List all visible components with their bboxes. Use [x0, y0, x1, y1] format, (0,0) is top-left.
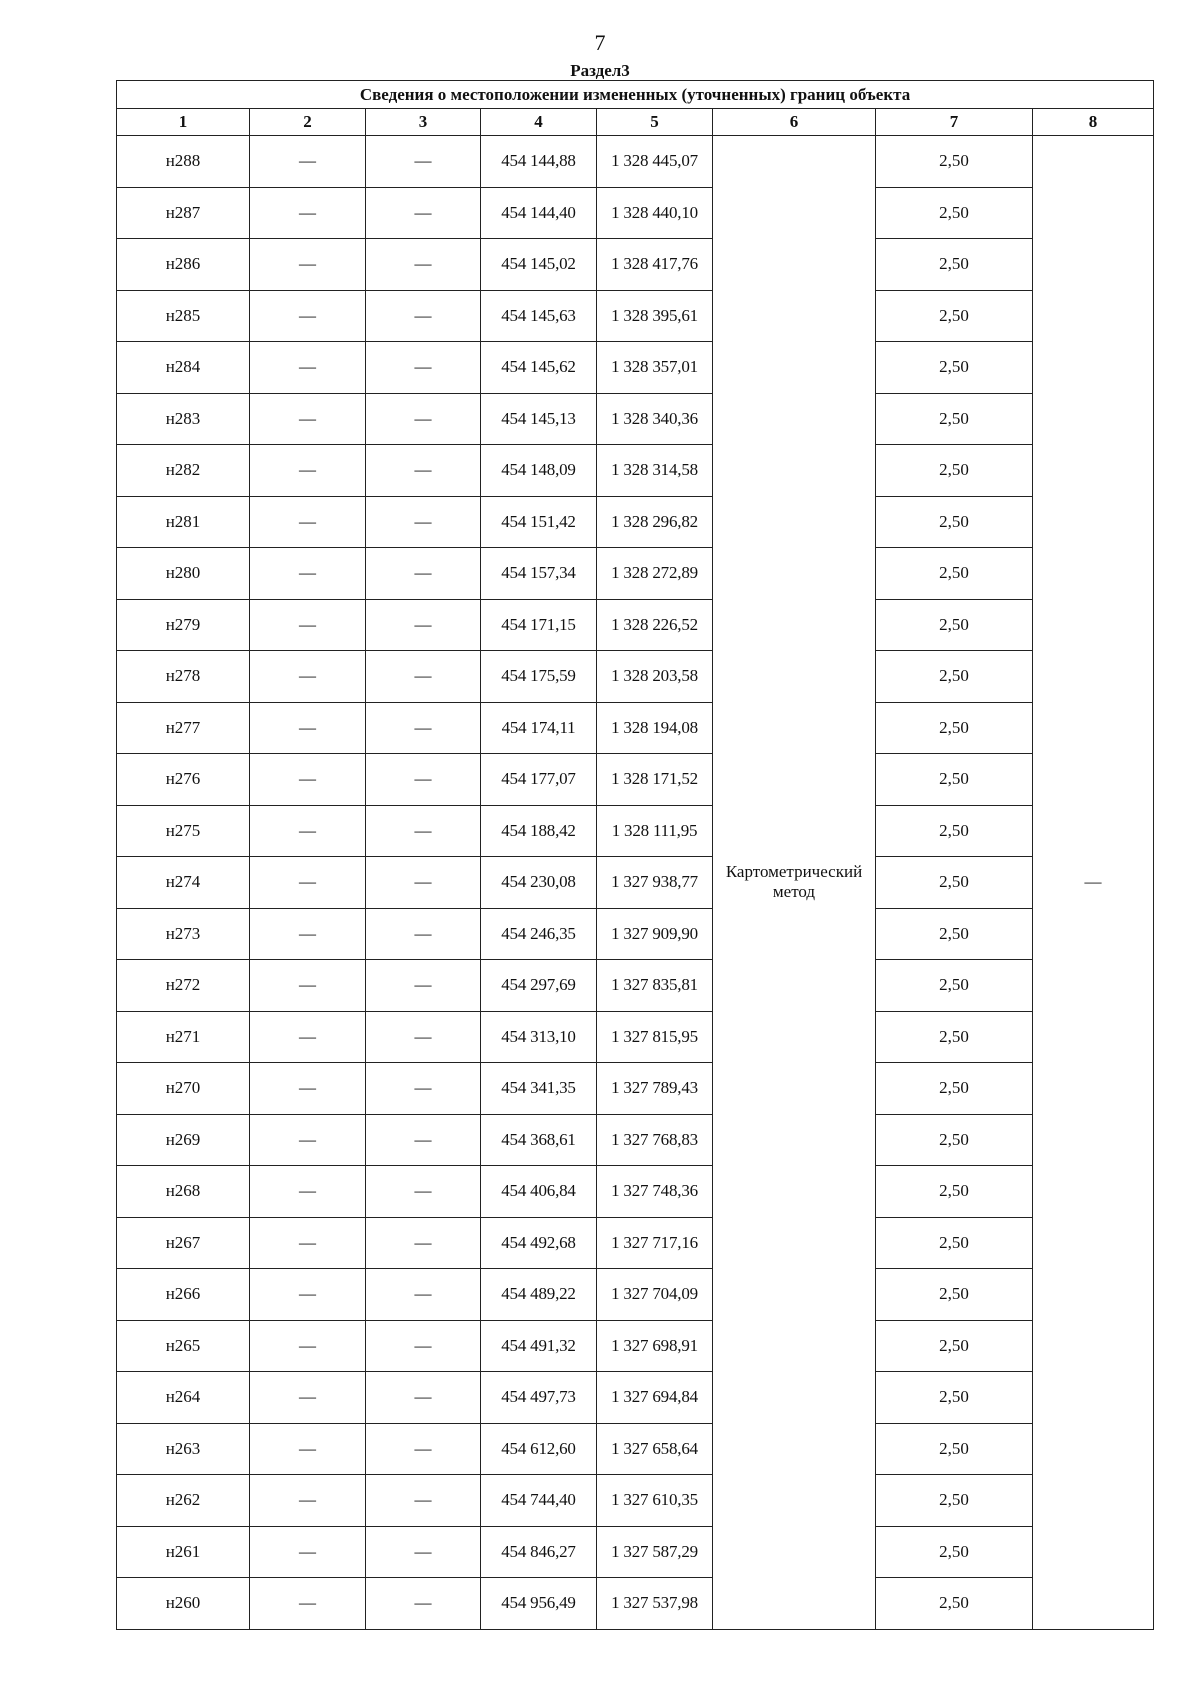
point-number-cell: н285 — [117, 290, 250, 342]
y-coordinate-cell: 1 328 203,58 — [597, 651, 713, 703]
x-coordinate-cell: 454 313,10 — [481, 1011, 597, 1063]
accuracy-cell: 2,50 — [876, 599, 1033, 651]
column3-cell: — — [366, 908, 481, 960]
point-number-cell: н278 — [117, 651, 250, 703]
section-title: Раздел3 — [570, 61, 630, 80]
point-number-cell: н272 — [117, 960, 250, 1012]
accuracy-cell: 2,50 — [876, 1011, 1033, 1063]
column3-cell: — — [366, 857, 481, 909]
column-number: 7 — [876, 109, 1033, 136]
column3-cell: — — [366, 960, 481, 1012]
column2-cell: — — [250, 239, 366, 291]
accuracy-cell: 2,50 — [876, 754, 1033, 806]
column3-cell: — — [366, 548, 481, 600]
column-number: 1 — [117, 109, 250, 136]
x-coordinate-cell: 454 956,49 — [481, 1578, 597, 1630]
column8-cell: — — [1033, 136, 1154, 1630]
x-coordinate-cell: 454 297,69 — [481, 960, 597, 1012]
point-number-cell: н281 — [117, 496, 250, 548]
x-coordinate-cell: 454 230,08 — [481, 857, 597, 909]
column2-cell: — — [250, 1526, 366, 1578]
table-body — [117, 136, 1154, 1630]
x-coordinate-cell: 454 406,84 — [481, 1166, 597, 1218]
column3-cell: — — [366, 1578, 481, 1630]
point-number-cell: н282 — [117, 445, 250, 497]
point-number-cell: н269 — [117, 1114, 250, 1166]
column3-cell: — — [366, 1166, 481, 1218]
y-coordinate-cell: 1 328 417,76 — [597, 239, 713, 291]
column3-cell: — — [366, 393, 481, 445]
point-number-cell: н266 — [117, 1269, 250, 1321]
table-row — [117, 239, 1154, 291]
table-row — [117, 548, 1154, 600]
column-number-row — [117, 109, 1154, 136]
table-row — [117, 1320, 1154, 1372]
y-coordinate-cell: 1 328 272,89 — [597, 548, 713, 600]
table-row — [117, 1114, 1154, 1166]
table-row — [117, 1269, 1154, 1321]
table-row — [117, 805, 1154, 857]
point-number-cell: н274 — [117, 857, 250, 909]
point-number-cell: н287 — [117, 187, 250, 239]
point-number-cell: н276 — [117, 754, 250, 806]
column2-cell: — — [250, 908, 366, 960]
x-coordinate-cell: 454 188,42 — [481, 805, 597, 857]
column2-cell: — — [250, 1011, 366, 1063]
y-coordinate-cell: 1 328 440,10 — [597, 187, 713, 239]
column3-cell: — — [366, 1526, 481, 1578]
table-row — [117, 702, 1154, 754]
x-coordinate-cell: 454 612,60 — [481, 1423, 597, 1475]
column3-cell: — — [366, 651, 481, 703]
point-number-cell: н275 — [117, 805, 250, 857]
column-number: 4 — [481, 109, 597, 136]
column-number: 3 — [366, 109, 481, 136]
accuracy-cell: 2,50 — [876, 342, 1033, 394]
column2-cell: — — [250, 651, 366, 703]
x-coordinate-cell: 454 846,27 — [481, 1526, 597, 1578]
table-row — [117, 393, 1154, 445]
column3-cell: — — [366, 805, 481, 857]
y-coordinate-cell: 1 328 395,61 — [597, 290, 713, 342]
column2-cell: — — [250, 1217, 366, 1269]
point-number-cell: н265 — [117, 1320, 250, 1372]
x-coordinate-cell: 454 145,02 — [481, 239, 597, 291]
accuracy-cell: 2,50 — [876, 393, 1033, 445]
column2-cell: — — [250, 702, 366, 754]
x-coordinate-cell: 454 246,35 — [481, 908, 597, 960]
point-number-cell: н263 — [117, 1423, 250, 1475]
column3-cell: — — [366, 239, 481, 291]
table-row — [117, 651, 1154, 703]
column2-cell: — — [250, 548, 366, 600]
point-number-cell: н260 — [117, 1578, 250, 1630]
column2-cell: — — [250, 960, 366, 1012]
column3-cell: — — [366, 599, 481, 651]
x-coordinate-cell: 454 744,40 — [481, 1475, 597, 1527]
column-number: 2 — [250, 109, 366, 136]
accuracy-cell: 2,50 — [876, 1166, 1033, 1218]
x-coordinate-cell: 454 157,34 — [481, 548, 597, 600]
column3-cell: — — [366, 445, 481, 497]
column2-cell: — — [250, 1269, 366, 1321]
table-row — [117, 290, 1154, 342]
point-number-cell: н279 — [117, 599, 250, 651]
y-coordinate-cell: 1 328 445,07 — [597, 136, 713, 188]
column2-cell: — — [250, 1578, 366, 1630]
table-row — [117, 1217, 1154, 1269]
y-coordinate-cell: 1 327 789,43 — [597, 1063, 713, 1115]
accuracy-cell: 2,50 — [876, 1114, 1033, 1166]
point-number-cell: н262 — [117, 1475, 250, 1527]
y-coordinate-cell: 1 328 296,82 — [597, 496, 713, 548]
column3-cell: — — [366, 1063, 481, 1115]
x-coordinate-cell: 454 145,13 — [481, 393, 597, 445]
accuracy-cell: 2,50 — [876, 908, 1033, 960]
x-coordinate-cell: 454 492,68 — [481, 1217, 597, 1269]
table-row — [117, 1578, 1154, 1630]
x-coordinate-cell: 454 171,15 — [481, 599, 597, 651]
accuracy-cell: 2,50 — [876, 1269, 1033, 1321]
table-row — [117, 599, 1154, 651]
column2-cell: — — [250, 136, 366, 188]
table-row — [117, 187, 1154, 239]
accuracy-cell: 2,50 — [876, 496, 1033, 548]
y-coordinate-cell: 1 327 717,16 — [597, 1217, 713, 1269]
y-coordinate-cell: 1 328 194,08 — [597, 702, 713, 754]
table-row — [117, 445, 1154, 497]
y-coordinate-cell: 1 327 938,77 — [597, 857, 713, 909]
table-caption: Сведения о местоположении измененных (уточненных) границ объекта — [117, 81, 1154, 109]
table-row — [117, 1372, 1154, 1424]
column-number: 6 — [713, 109, 876, 136]
column2-cell: — — [250, 1166, 366, 1218]
accuracy-cell: 2,50 — [876, 1423, 1033, 1475]
accuracy-cell: 2,50 — [876, 548, 1033, 600]
table-row — [117, 960, 1154, 1012]
column2-cell: — — [250, 857, 366, 909]
y-coordinate-cell: 1 327 704,09 — [597, 1269, 713, 1321]
point-number-cell: н268 — [117, 1166, 250, 1218]
table-row — [117, 908, 1154, 960]
accuracy-cell: 2,50 — [876, 1578, 1033, 1630]
y-coordinate-cell: 1 327 698,91 — [597, 1320, 713, 1372]
accuracy-cell: 2,50 — [876, 136, 1033, 188]
table-row — [117, 1526, 1154, 1578]
x-coordinate-cell: 454 341,35 — [481, 1063, 597, 1115]
column2-cell: — — [250, 1320, 366, 1372]
y-coordinate-cell: 1 327 835,81 — [597, 960, 713, 1012]
accuracy-cell: 2,50 — [876, 805, 1033, 857]
column2-cell: — — [250, 342, 366, 394]
point-number-cell: н264 — [117, 1372, 250, 1424]
y-coordinate-cell: 1 328 226,52 — [597, 599, 713, 651]
point-number-cell: н283 — [117, 393, 250, 445]
column2-cell: — — [250, 1475, 366, 1527]
table-row — [117, 136, 1154, 188]
table-row — [117, 1475, 1154, 1527]
column3-cell: — — [366, 136, 481, 188]
y-coordinate-cell: 1 328 171,52 — [597, 754, 713, 806]
point-number-cell: н267 — [117, 1217, 250, 1269]
y-coordinate-cell: 1 327 610,35 — [597, 1475, 713, 1527]
column2-cell: — — [250, 1372, 366, 1424]
column2-cell: — — [250, 393, 366, 445]
accuracy-cell: 2,50 — [876, 445, 1033, 497]
accuracy-cell: 2,50 — [876, 1372, 1033, 1424]
point-number-cell: н277 — [117, 702, 250, 754]
x-coordinate-cell: 454 144,40 — [481, 187, 597, 239]
x-coordinate-cell: 454 148,09 — [481, 445, 597, 497]
y-coordinate-cell: 1 327 537,98 — [597, 1578, 713, 1630]
column3-cell: — — [366, 754, 481, 806]
column2-cell: — — [250, 496, 366, 548]
accuracy-cell: 2,50 — [876, 960, 1033, 1012]
table-row — [117, 496, 1154, 548]
accuracy-cell: 2,50 — [876, 187, 1033, 239]
y-coordinate-cell: 1 327 748,36 — [597, 1166, 713, 1218]
column-number: 5 — [597, 109, 713, 136]
table-row — [117, 1423, 1154, 1475]
column2-cell: — — [250, 1063, 366, 1115]
accuracy-cell: 2,50 — [876, 1475, 1033, 1527]
table-row — [117, 1063, 1154, 1115]
point-number-cell: н261 — [117, 1526, 250, 1578]
table-row — [117, 857, 1154, 909]
y-coordinate-cell: 1 328 357,01 — [597, 342, 713, 394]
accuracy-cell: 2,50 — [876, 651, 1033, 703]
accuracy-cell: 2,50 — [876, 857, 1033, 909]
accuracy-cell: 2,50 — [876, 290, 1033, 342]
boundary-coordinates-table — [116, 80, 1154, 1630]
method-cell: Картометрический метод — [713, 136, 876, 1630]
accuracy-cell: 2,50 — [876, 1063, 1033, 1115]
accuracy-cell: 2,50 — [876, 1217, 1033, 1269]
accuracy-cell: 2,50 — [876, 1526, 1033, 1578]
x-coordinate-cell: 454 497,73 — [481, 1372, 597, 1424]
column3-cell: — — [366, 702, 481, 754]
x-coordinate-cell: 454 174,11 — [481, 702, 597, 754]
y-coordinate-cell: 1 327 658,64 — [597, 1423, 713, 1475]
column2-cell: — — [250, 599, 366, 651]
accuracy-cell: 2,50 — [876, 702, 1033, 754]
column3-cell: — — [366, 496, 481, 548]
y-coordinate-cell: 1 327 694,84 — [597, 1372, 713, 1424]
x-coordinate-cell: 454 489,22 — [481, 1269, 597, 1321]
table-caption-row — [117, 81, 1154, 109]
table-row — [117, 1166, 1154, 1218]
x-coordinate-cell: 454 144,88 — [481, 136, 597, 188]
column3-cell: — — [366, 1114, 481, 1166]
y-coordinate-cell: 1 328 314,58 — [597, 445, 713, 497]
column3-cell: — — [366, 187, 481, 239]
point-number-cell: н288 — [117, 136, 250, 188]
x-coordinate-cell: 454 145,62 — [481, 342, 597, 394]
table-row — [117, 1011, 1154, 1063]
point-number-cell: н271 — [117, 1011, 250, 1063]
x-coordinate-cell: 454 177,07 — [481, 754, 597, 806]
column3-cell: — — [366, 1475, 481, 1527]
y-coordinate-cell: 1 328 111,95 — [597, 805, 713, 857]
point-number-cell: н273 — [117, 908, 250, 960]
column3-cell: — — [366, 290, 481, 342]
accuracy-cell: 2,50 — [876, 239, 1033, 291]
column2-cell: — — [250, 805, 366, 857]
x-coordinate-cell: 454 175,59 — [481, 651, 597, 703]
point-number-cell: н284 — [117, 342, 250, 394]
column2-cell: — — [250, 754, 366, 806]
column3-cell: — — [366, 1320, 481, 1372]
y-coordinate-cell: 1 327 768,83 — [597, 1114, 713, 1166]
point-number-cell: н270 — [117, 1063, 250, 1115]
column3-cell: — — [366, 1372, 481, 1424]
x-coordinate-cell: 454 145,63 — [481, 290, 597, 342]
accuracy-cell: 2,50 — [876, 1320, 1033, 1372]
x-coordinate-cell: 454 491,32 — [481, 1320, 597, 1372]
column3-cell: — — [366, 342, 481, 394]
column3-cell: — — [366, 1423, 481, 1475]
table-row — [117, 754, 1154, 806]
column3-cell: — — [366, 1011, 481, 1063]
column2-cell: — — [250, 187, 366, 239]
column3-cell: — — [366, 1217, 481, 1269]
y-coordinate-cell: 1 328 340,36 — [597, 393, 713, 445]
column-number: 8 — [1033, 109, 1154, 136]
x-coordinate-cell: 454 368,61 — [481, 1114, 597, 1166]
column2-cell: — — [250, 1114, 366, 1166]
x-coordinate-cell: 454 151,42 — [481, 496, 597, 548]
column2-cell: — — [250, 445, 366, 497]
table-row — [117, 342, 1154, 394]
y-coordinate-cell: 1 327 815,95 — [597, 1011, 713, 1063]
column2-cell: — — [250, 290, 366, 342]
y-coordinate-cell: 1 327 587,29 — [597, 1526, 713, 1578]
point-number-cell: н286 — [117, 239, 250, 291]
column3-cell: — — [366, 1269, 481, 1321]
column2-cell: — — [250, 1423, 366, 1475]
y-coordinate-cell: 1 327 909,90 — [597, 908, 713, 960]
page-number: 7 — [594, 30, 606, 55]
point-number-cell: н280 — [117, 548, 250, 600]
